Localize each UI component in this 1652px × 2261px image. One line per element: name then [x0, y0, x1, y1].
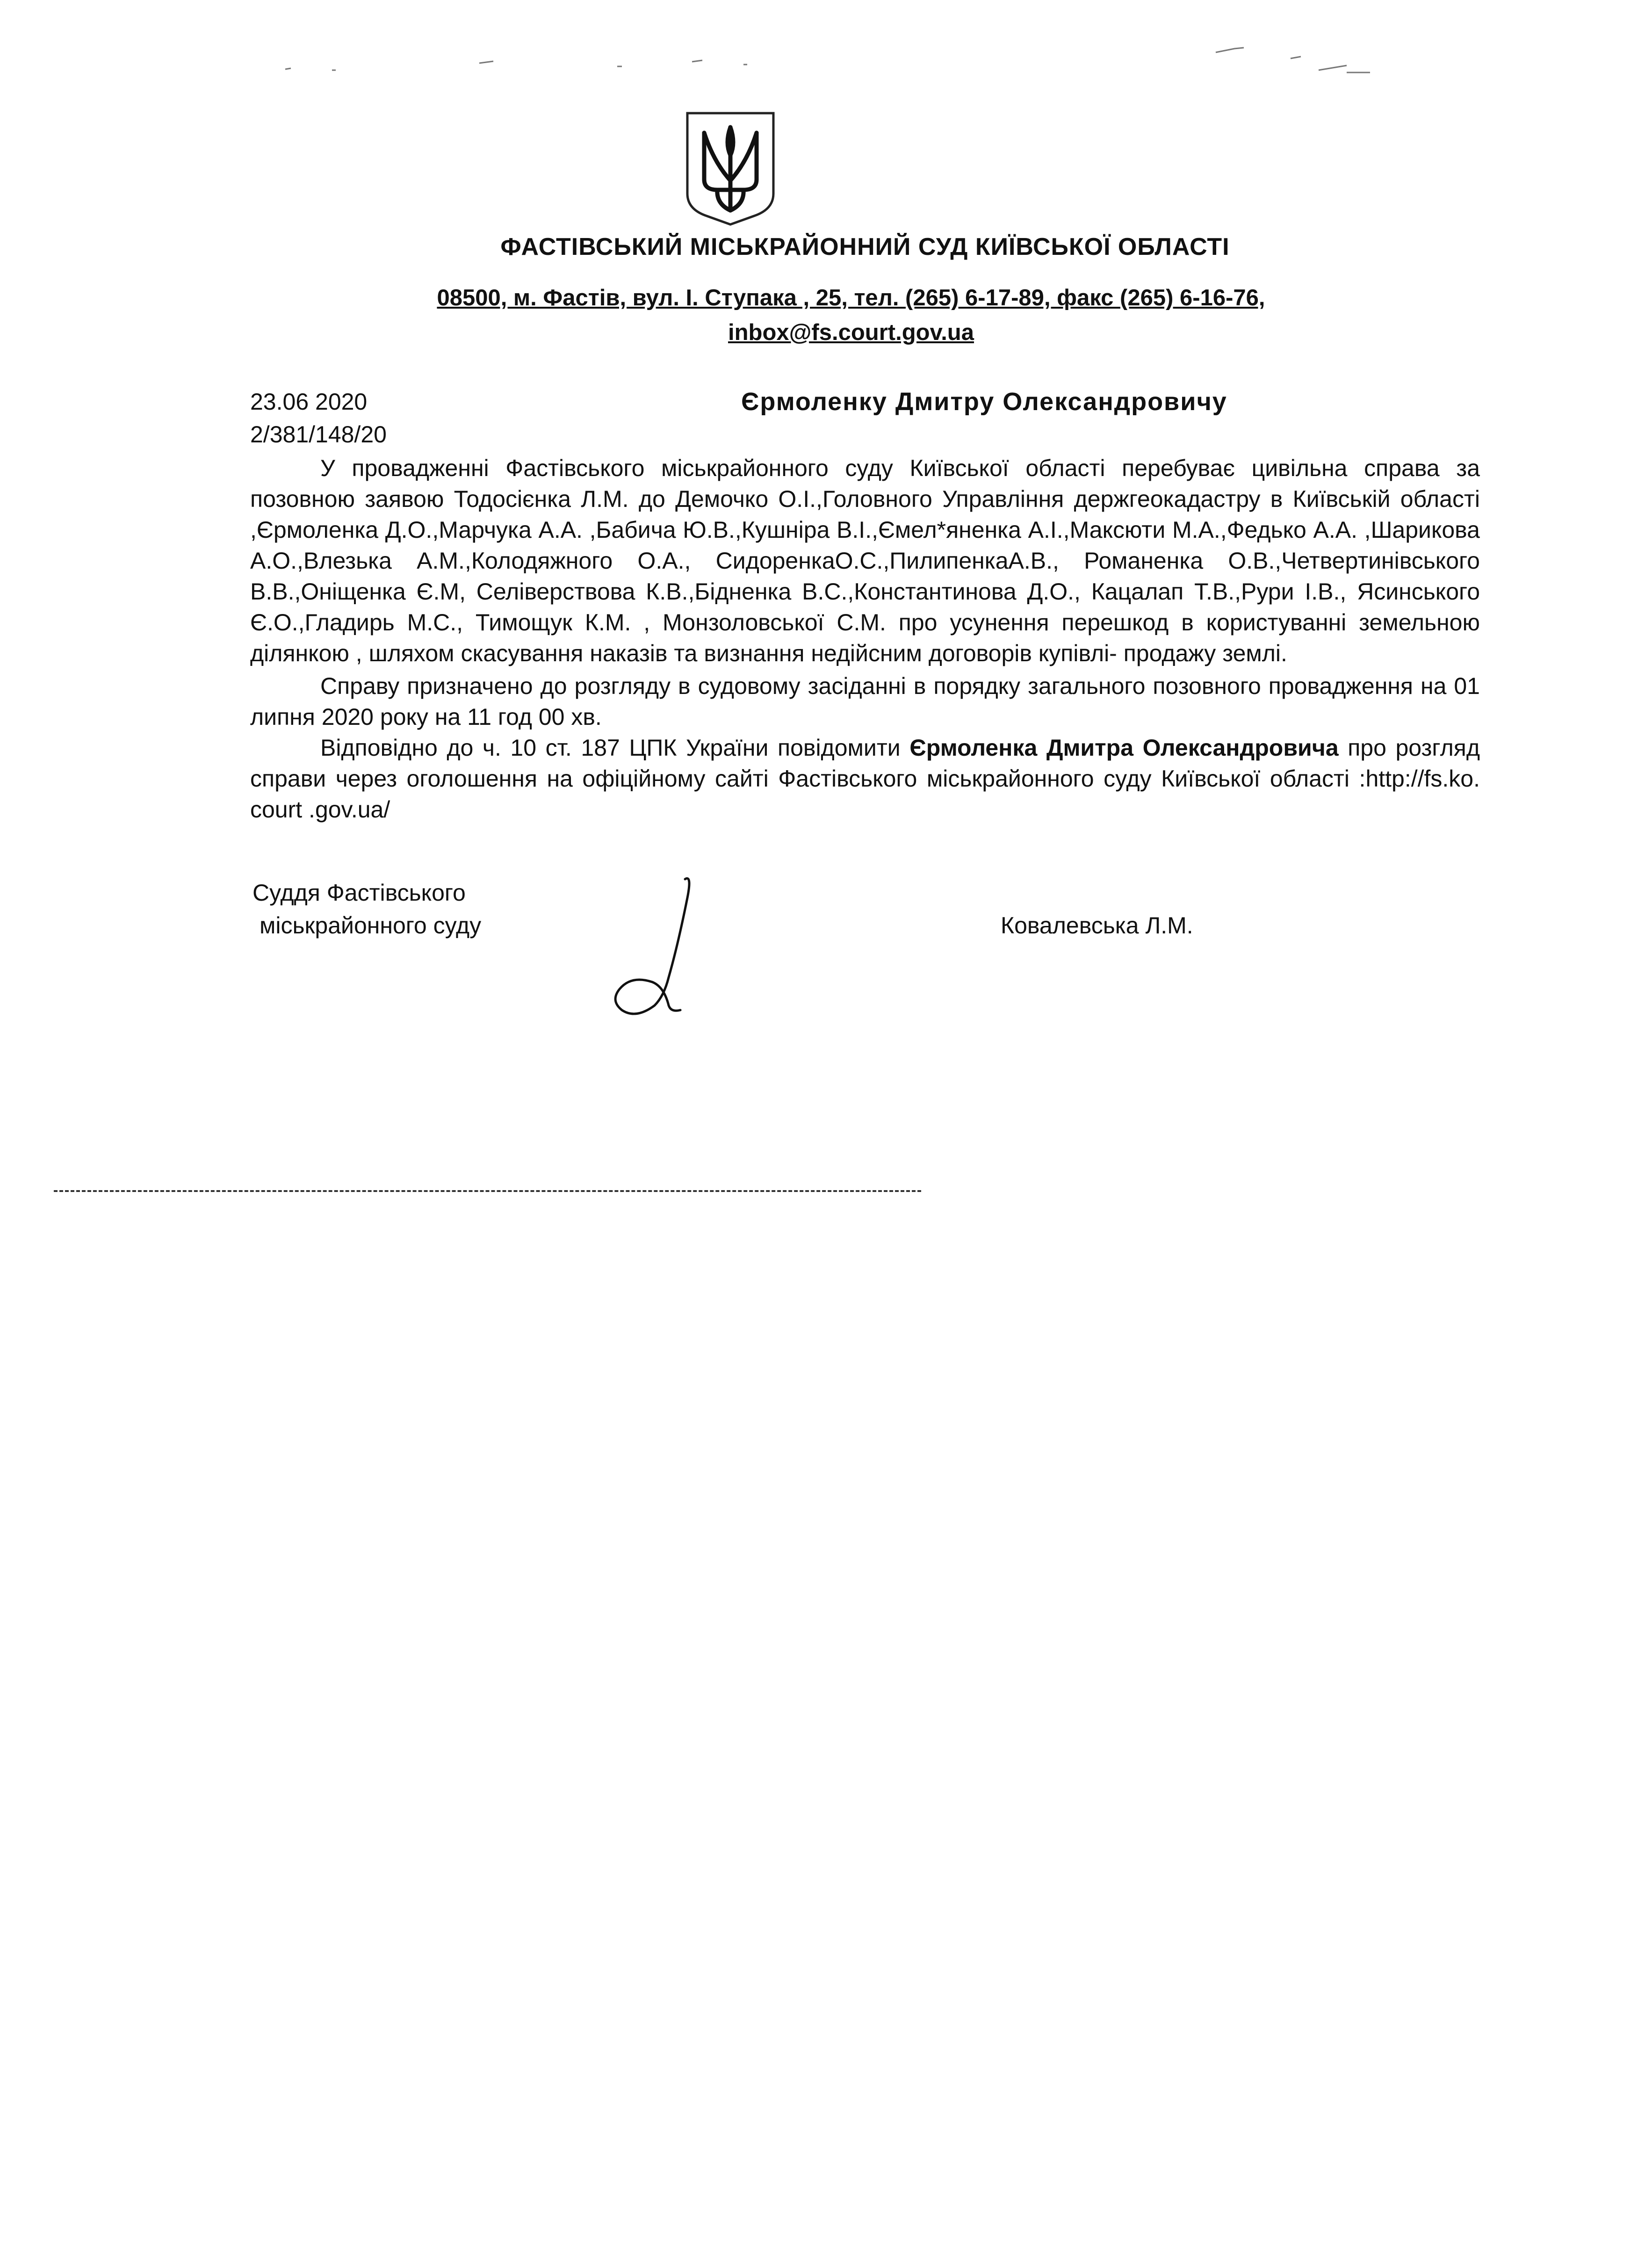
court-email: inbox@fs.court.gov.ua — [728, 320, 974, 345]
summoned-person-name: Єрмоленка Дмитра Олександровича — [909, 735, 1339, 761]
body-paragraph — [250, 732, 1480, 825]
case-number: 2/381/148/20 — [250, 421, 387, 448]
judge-name: Ковалевська Л.М. — [1001, 912, 1193, 939]
court-name-heading: ФАСТІВСЬКИЙ МІСЬКРАЙОННИЙ СУД КИЇВСЬКОЇ ОБЛАСТІ — [500, 233, 1230, 260]
court-address — [355, 281, 1347, 350]
body-paragraph-text: про розгляд справи через оголошення на офіційному сайті Фастівського міськрайонного суду Київської області :http://fs.ko. court .gov.ua/ — [250, 735, 1480, 823]
body-paragraph-text: Відповідно до ч. 10 ст. 187 ЦПК України повідомити — [320, 735, 910, 761]
page-divider-line — [54, 1190, 921, 1192]
judge-title-line2: міськрайонного суду — [260, 912, 482, 939]
handwritten-signature — [599, 870, 706, 1024]
body-paragraph: У провадженні Фастівського міськрайонного суду Київської області перебуває цивільна справа за позовною заявою Тодосієнка Л.М. до Демочко О.І.,Головного Управління держгеокадастру в Київській області ,Єрмоленка Д.О.,Марчука А.А. ,Бабича Ю.В.,Кушніра В.І.,Ємел*яненка А.І.,Максюти М.А.,Федько А.А. ,Шарикова А.О.,Влезька А.М.,Колодяжного О.А., СидоренкаО.С.,ПилипенкаА.В., Романенка О.В.,Четвертинівського В.В.,Оніщенка Є.М, Селіверствова К.В.,Бідненка В.С.,Константинова Д.О., Кацалап Т.В.,Рури І.В., Ясинського Є.О.,Гладирь М.С., Тимощук К.М. , Монзоловської С.М. про усунення перешкод в користуванні земельною ділянкою , шляхом скасування наказів та визнання недійсним договорів купівлі- продажу землі. — [250, 455, 1480, 666]
court-address-line: 08500, м. Фастів, вул. І. Ступака , 25, тел. (265) 6-17-89, факс (265) 6-16-76, — [437, 285, 1265, 311]
coat-of-arms-icon — [684, 110, 777, 227]
judge-title-line1: Суддя Фастівського — [252, 880, 466, 906]
letter-body — [250, 453, 1480, 825]
scan-noise — [0, 0, 1652, 187]
body-paragraph: Справу призначено до розгляду в судовому засіданні в порядку загального позовного провадження на 01 липня 2020 року на 11 год 00 хв. — [250, 673, 1480, 730]
letter-date: 23.06 2020 — [250, 389, 368, 415]
addressee-name: Єрмоленку Дмитру Олександровичу — [741, 388, 1227, 416]
